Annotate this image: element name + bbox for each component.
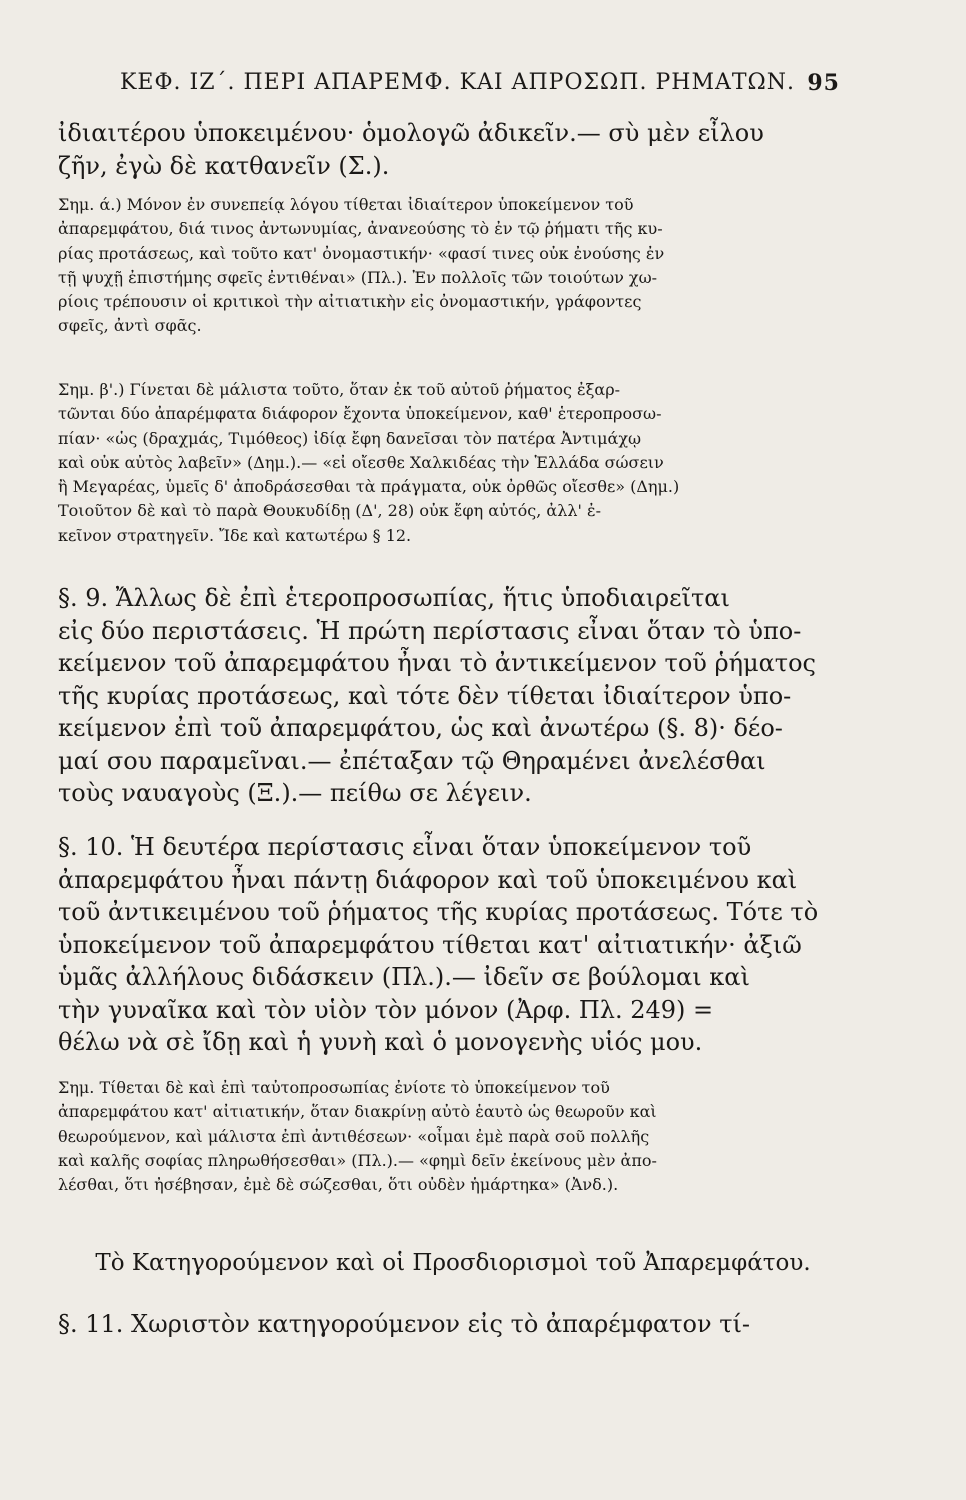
note-3 <box>58 1076 848 1197</box>
text-line: §. 9. Ἄλλως δὲ ἐπὶ ἑτεροπροσωπίας, ἥτις ὑποδιαιρεῖται <box>58 584 730 612</box>
text-line: σφεῖς, ἀντὶ σφᾶς. <box>58 316 202 336</box>
top-paragraph <box>58 117 848 182</box>
text-line: κείμενον ἐπὶ τοῦ ἀπαρεμφάτου, ὡς καὶ ἀνωτέρω (§. 8)· δέο- <box>58 714 783 742</box>
text-line: Σημ. ά.) Μόνον ἐν συνεπείᾳ λόγου τίθεται ἰδιαίτερον ὑποκείμενον τοῦ <box>58 195 634 214</box>
paragraph-10 <box>58 831 848 1059</box>
text-line: ἰδιαιτέρου ὑποκειμένου· ὁμολογῶ ἀδικεῖν.— σὺ μὲν εἶλου <box>58 119 764 147</box>
text-line: τῇ ψυχῇ ἐπιστήμης σφεῖς ἐντιθέναι» (Πλ.). Ἐν πολλοῖς τῶν τοιούτων χω- <box>58 267 658 287</box>
text-line: Σημ. β'.) Γίνεται δὲ μάλιστα τοῦτο, ὅταν ἐκ τοῦ αὐτοῦ ῥήματος ἐξαρ- <box>58 380 621 399</box>
text-line: τῶνται δύο ἀπαρέμφατα διάφορον ἔχοντα ὑποκείμενον, καθ' ἑτεροπροσω- <box>58 404 662 424</box>
text-line: εἰς δύο περιστάσεις. Ἡ πρώτη περίστασις εἶναι ὅταν τὸ ὑπο- <box>58 616 802 645</box>
section-heading: Τὸ Κατηγορούμενον καὶ οἱ Προσδιορισμοὶ τοῦ Ἀπαρεμφάτου. <box>95 1250 811 1276</box>
text-line: καὶ οὐκ αὐτὸς λαβεῖν» (Δημ.).— «εἰ οἴεσθε Χαλκιδέας τὴν Ἑλλάδα σώσειν <box>58 452 664 472</box>
text-line: ὑποκείμενον τοῦ ἀπαρεμφάτου τίθεται κατ' αἰτιατικήν· ἀξιῶ <box>58 930 802 959</box>
text-line: κεῖνον στρατηγεῖν. Ἴδε καὶ κατωτέρω § 12. <box>58 525 412 545</box>
text-line: ἀπαρεμφάτου, διά τινος ἀντωνυμίας, ἀνανεούσης τὸ ἐν τῷ ῥήματι τῆς κυ- <box>58 219 663 239</box>
running-header <box>120 70 840 106</box>
text-line: τῆς κυρίας προτάσεως, καὶ τότε δὲν τίθεται ἰδιαίτερον ὑπο- <box>58 681 792 710</box>
text-line: ρίας προτάσεως, καὶ τοῦτο κατ' ὀνομαστικήν· «φασί τινες οὐκ ἐνούσης ἐν <box>58 243 665 263</box>
text-line: ζῆν, ἐγὼ δὲ κατθανεῖν (Σ.). <box>58 151 390 180</box>
text-line: πίαν· «ὡς (δραχμάς, Τιμόθεος) ἰδίᾳ ἔφη δανεῖσαι τὸν πατέρα Ἀντιμάχῳ <box>58 428 642 448</box>
text-line: μαί σου παραμεῖναι.— ἐπέταξαν τῷ Θηραμένει ἀνελέσθαι <box>58 746 766 775</box>
chapter-title: ΚΕΦ. ΙΖ΄. ΠΕΡΙ ΑΠΑΡΕΜΦ. ΚΑΙ ΑΠΡΟΣΩΠ. ΡΗΜΑΤΩΝ. <box>120 70 796 95</box>
text-line: §. 10. Ἡ δευτέρα περίστασις εἶναι ὅταν ὑποκείμενον τοῦ <box>58 833 752 861</box>
text-line: λέσθαι, ὅτι ἠσέβησαν, ἐμὲ δὲ σώζεσθαι, ὅτι οὐδὲν ἡμάρτηκα» (Ἀνδ.). <box>58 1175 619 1195</box>
text-line: κείμενον τοῦ ἀπαρεμφάτου ἦναι τὸ ἀντικείμενον τοῦ ῥήματος <box>58 649 816 677</box>
text-line: ρίοις τρέπουσιν οἱ κριτικοὶ τὴν αἰτιατικὴν εἰς ὀνομαστικήν, γράφοντες <box>58 292 642 312</box>
text-line: καὶ καλῆς σοφίας πληρωθήσεσθαι» (Πλ.).— «φημὶ δεῖν ἐκείνους μὲν ἀπο- <box>58 1150 657 1170</box>
text-line: τὴν γυναῖκα καὶ τὸν υἱὸν τὸν μόνον (Ἀρφ. Πλ. 249) = <box>58 995 714 1024</box>
paragraph-9 <box>58 582 848 810</box>
text-line: Τοιοῦτον δὲ καὶ τὸ παρὰ Θουκυδίδῃ (Δ', 28) οὐκ ἔφη αὐτός, ἀλλ' ἐ- <box>58 501 601 521</box>
text-line: τοὺς ναυαγοὺς (Ξ.).— πείθω σε λέγειν. <box>58 779 532 807</box>
text-line: ἢ Μεγαρέας, ὑμεῖς δ' ἀποδράσεσθαι τὰ πράγματα, οὐκ ὀρθῶς οἴεσθε» (Δημ.) <box>58 477 680 497</box>
page-number: 95 <box>807 70 840 96</box>
text-line: θεωρούμενον, καὶ μάλιστα ἐπὶ ἀντιθέσεων· «οἶμαι ἐμὲ παρὰ σοῦ πολλῆς <box>58 1126 650 1146</box>
note-2 <box>58 378 848 548</box>
paragraph-11 <box>58 1308 848 1341</box>
text-line: ἀπαρεμφάτου ἦναι πάντῃ διάφορον καὶ τοῦ ὑποκειμένου καὶ <box>58 865 798 894</box>
text-line: τοῦ ἀντικειμένου τοῦ ῥήματος τῆς κυρίας προτάσεως. Τότε τὸ <box>58 898 819 926</box>
text-line: ὑμᾶς ἀλλήλους διδάσκειν (Πλ.).— ἰδεῖν σε βούλομαι καὶ <box>58 963 750 991</box>
note-1 <box>58 193 848 339</box>
text-line: θέλω νὰ σὲ ἴδῃ καὶ ἡ γυνὴ καὶ ὁ μονογενὴς υἱός μου. <box>58 1028 703 1056</box>
text-line: §. 11. Χωριστὸν κατηγορούμενον εἰς τὸ ἀπαρέμφατον τί- <box>58 1310 751 1338</box>
text-line: ἀπαρεμφάτου κατ' αἰτιατικήν, ὅταν διακρίνῃ αὐτὸ ἑαυτὸ ὡς θεωροῦν καὶ <box>58 1102 657 1122</box>
text-line: Σημ. Τίθεται δὲ καὶ ἐπὶ ταὐτοπροσωπίας ἐνίοτε τὸ ὑποκείμενον τοῦ <box>58 1078 610 1097</box>
